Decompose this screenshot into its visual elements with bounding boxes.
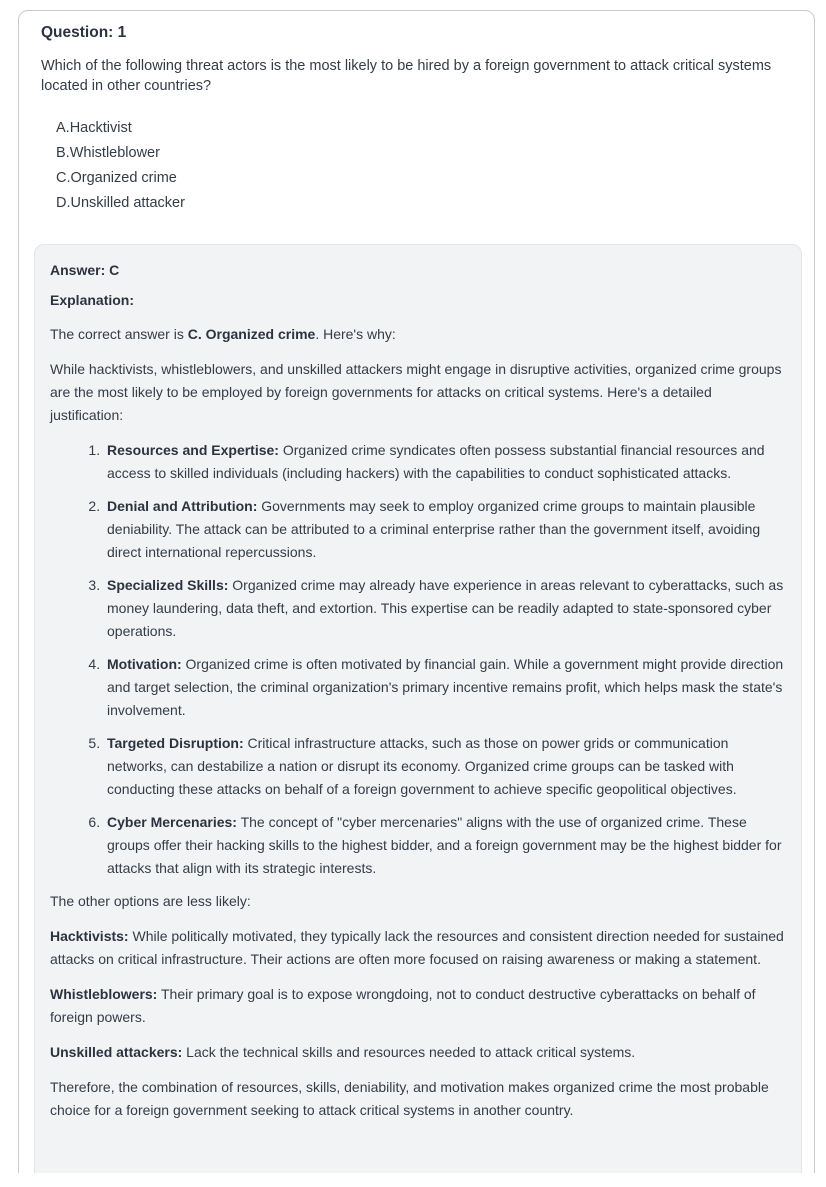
justification-lead: Resources and Expertise: [107,442,279,458]
justification-lead: Specialized Skills: [107,577,229,593]
conclusion: Therefore, the combination of resources, skills, deniability, and motivation makes organized crime the most probable choice for a foreign government seeking to attack critical systems in another country. [50,1079,769,1118]
other-option-item [50,1041,786,1064]
option-item: C.Organized crime [56,170,177,186]
justification-text: The concept of "cyber mercenaries" aligns with the use of organized crime. These groups offer their hacking skills to the highest bidder, and a foreign government may be the highest bidder for attacks that align with its strategic interests. [107,814,782,876]
other-options-intro: The other options are less likely: [50,893,251,909]
option-item: A.Hacktivist [56,120,132,136]
other-option-item [50,983,786,1029]
justification-text: Governments may seek to employ organized crime groups to maintain plausible deniability. The attack can be attributed to a criminal enterprise rather than the government itself, avoiding direct international repercussions. [107,498,761,560]
justification-lead: Targeted Disruption: [107,735,244,751]
answer-intro: The correct answer is C. Organized crime. Here's why: [50,326,396,342]
justification-text: Critical infrastructure attacks, such as those on power grids or communication networks, can destabilize a nation or disrupt its economy. Organized crime groups can be tasked with conducting these attacks on behalf of a foreign government to achieve specific geopolitical objectives. [107,735,737,797]
other-option-text: Lack the technical skills and resources needed to attack critical systems. [182,1044,636,1060]
option-item: D.Unskilled attacker [56,195,185,211]
other-options-list [50,925,786,1064]
justification-list [50,439,786,880]
justification-item [104,439,786,485]
justification-lead: Cyber Mercenaries: [107,814,237,830]
other-option-lead: Unskilled attackers: [50,1044,183,1060]
options-list [56,118,802,213]
other-option-item [50,925,786,971]
question-label: Question: 1 [41,24,127,41]
other-option-text: While politically motivated, they typically lack the resources and consistent direction needed for sustained attacks on critical infrastructure. Their actions are often more focused on raising awareness or making a statement. [50,928,784,967]
justification-lead: Denial and Attribution: [107,498,258,514]
justification-item [104,495,786,564]
justification-text: Organized crime syndicates often possess substantial financial resources and access to skilled individuals (including hackers) with the capabilities to conduct sophisticated attacks. [107,442,765,481]
question-text: Which of the following threat actors is the most likely to be hired by a foreign government to attack critical systems located in other countries? [41,58,772,94]
justification-lead: Motivation: [107,656,182,672]
justification-item [104,574,786,643]
other-option-lead: Hacktivists: [50,928,129,944]
answer-overview: While hacktivists, whistleblowers, and unskilled attackers might engage in disruptive activities, organized crime groups are the most likely to be employed by foreign governments for attacks on critical systems. Here's a detailed justification: [50,361,782,423]
justification-item [104,653,786,722]
option-item: B.Whistleblower [56,145,160,161]
answer-label: Answer: C [50,262,120,278]
other-option-lead: Whistleblowers: [50,986,158,1002]
explanation-label: Explanation: [50,292,135,308]
justification-item [104,811,786,880]
question-card [18,10,815,1173]
other-option-text: Their primary goal is to expose wrongdoing, not to conduct destructive cyberattacks on behalf of foreign powers. [50,986,756,1025]
justification-item [104,732,786,801]
answer-card [34,244,802,1173]
justification-text: Organized crime may already have experience in areas relevant to cyberattacks, such as money laundering, data theft, and extortion. This expertise can be readily adapted to state-sponsored cyber operations. [107,577,784,639]
justification-text: Organized crime is often motivated by financial gain. While a government might provide direction and target selection, the criminal organization's primary incentive remains profit, which helps mask the state's involvement. [107,656,784,718]
